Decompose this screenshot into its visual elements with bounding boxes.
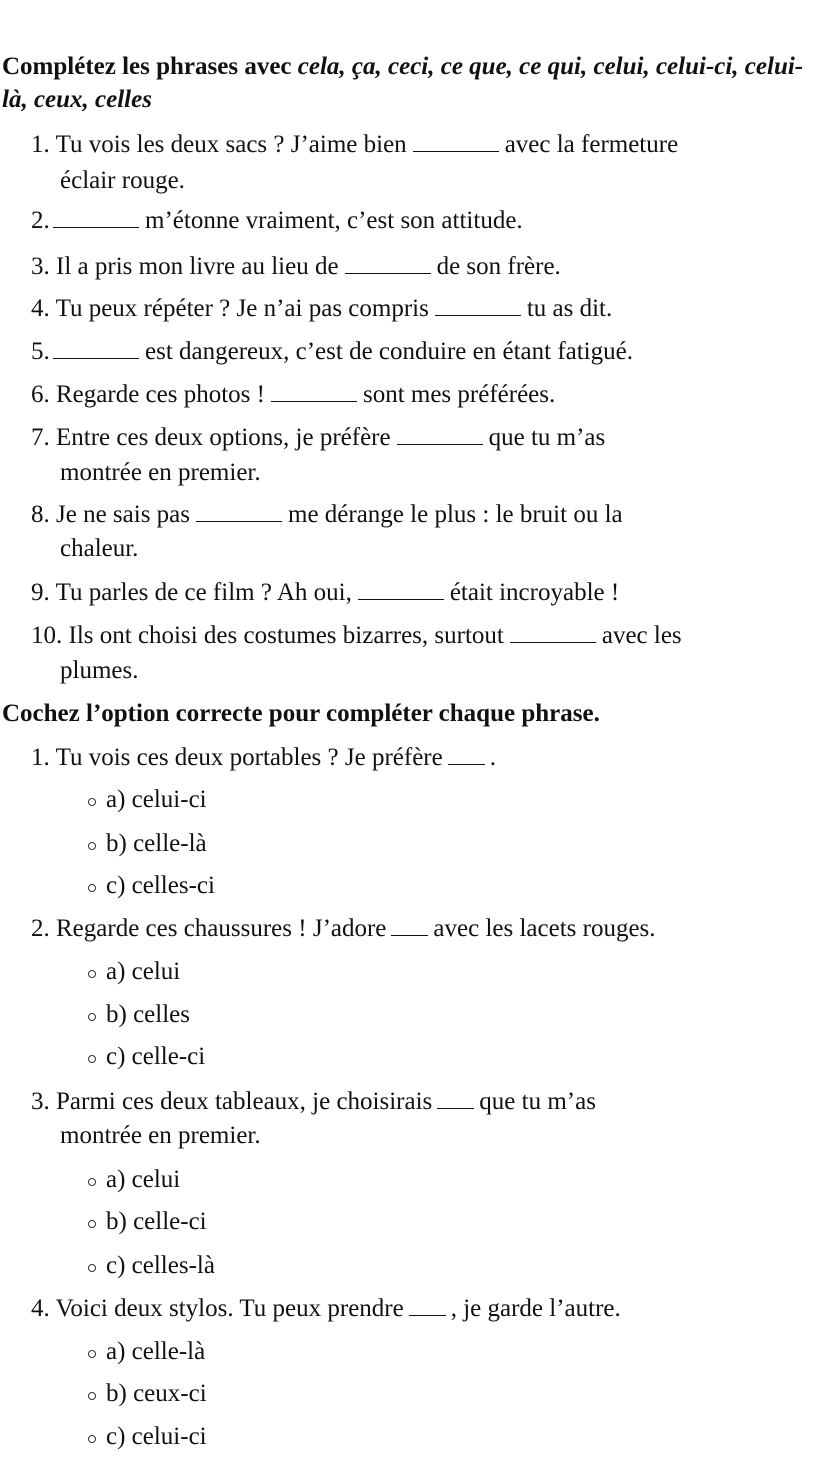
radio-circle-icon[interactable]	[88, 798, 96, 806]
radio-circle-icon[interactable]	[88, 884, 96, 892]
answer-blank[interactable]	[271, 381, 357, 402]
question-4-option-a[interactable]: a) celle-là	[88, 1336, 205, 1368]
exercise1-item-7: 7. Entre ces deux options, je préfère que tu m’as	[31, 424, 606, 451]
radio-circle-icon[interactable]	[88, 842, 96, 850]
question-1-option-c[interactable]: c) celles-ci	[88, 870, 215, 902]
radio-circle-icon[interactable]	[88, 1350, 96, 1358]
answer-blank[interactable]	[397, 424, 483, 445]
answer-blank[interactable]	[448, 744, 485, 765]
section1-title-lead: Complétez les phrases avec	[2, 53, 298, 80]
exercise1-item-3: 3. Il a pris mon livre au lieu de de son frère.	[31, 253, 561, 280]
answer-blank[interactable]	[53, 338, 139, 359]
exercise2-question-3-continued: montrée en premier.	[60, 1122, 261, 1149]
section1-title	[2, 50, 822, 116]
exercise2-question-2: 2. Regarde ces chaussures ! J’adore avec les lacets rouges.	[31, 915, 656, 942]
question-2-option-c[interactable]: c) celle-ci	[88, 1041, 205, 1073]
section2-title: Cochez l’option correcte pour compléter chaque phrase.	[2, 700, 600, 727]
question-3-option-b[interactable]: b) celle-ci	[88, 1206, 207, 1238]
answer-blank[interactable]	[510, 622, 596, 643]
radio-circle-icon[interactable]	[88, 1264, 96, 1272]
exercise1-item-4: 4. Tu peux répéter ? Je n’ai pas compris tu as dit.	[31, 295, 613, 322]
radio-circle-icon[interactable]	[88, 1178, 96, 1186]
answer-blank[interactable]	[409, 1295, 446, 1316]
answer-blank[interactable]	[437, 1088, 474, 1109]
question-2-option-b[interactable]: b) celles	[88, 999, 190, 1031]
answer-blank[interactable]	[413, 131, 499, 152]
question-4-option-c[interactable]: c) celui-ci	[88, 1421, 207, 1453]
radio-circle-icon[interactable]	[88, 1013, 96, 1021]
exercise1-item-2: 2. m’étonne vraiment, c’est son attitude.	[31, 207, 523, 234]
exercise2-question-4: 4. Voici deux stylos. Tu peux prendre , je garde l’autre.	[31, 1295, 621, 1322]
radio-circle-icon[interactable]	[88, 1055, 96, 1063]
exercise1-item-1: 1. Tu vois les deux sacs ? J’aime bien avec la fermeture	[31, 131, 679, 158]
exercise1-item-7-continued: montrée en premier.	[60, 459, 261, 486]
answer-blank[interactable]	[358, 579, 444, 600]
exercise1-item-5: 5. est dangereux, c’est de conduire en étant fatigué.	[31, 338, 633, 365]
question-3-option-c[interactable]: c) celles-là	[88, 1250, 215, 1282]
exercise1-item-8-continued: chaleur.	[60, 535, 139, 562]
radio-circle-icon[interactable]	[88, 1435, 96, 1443]
answer-blank[interactable]	[196, 501, 282, 522]
question-4-option-b[interactable]: b) ceux-ci	[88, 1378, 207, 1410]
radio-circle-icon[interactable]	[88, 1392, 96, 1400]
exercise2-question-1: 1. Tu vois ces deux portables ? Je préfère .	[31, 744, 496, 771]
radio-circle-icon[interactable]	[88, 970, 96, 978]
question-1-option-a[interactable]: a) celui-ci	[88, 784, 207, 816]
exercise1-item-8: 8. Je ne sais pas me dérange le plus : le bruit ou la	[31, 501, 623, 528]
exercise1-item-10-continued: plumes.	[60, 657, 139, 684]
radio-circle-icon[interactable]	[88, 1220, 96, 1228]
exercise2-question-3: 3. Parmi ces deux tableaux, je choisirais que tu m’as	[31, 1088, 596, 1115]
exercise1-item-1-continued: éclair rouge.	[60, 167, 185, 194]
answer-blank[interactable]	[391, 915, 428, 936]
question-1-option-b[interactable]: b) celle-là	[88, 828, 207, 860]
exercise1-item-9: 9. Tu parles de ce film ? Ah oui, était incroyable !	[31, 579, 620, 606]
question-2-option-a[interactable]: a) celui	[88, 956, 180, 988]
exercise1-item-6: 6. Regarde ces photos ! sont mes préférées.	[31, 381, 556, 408]
exercise1-item-10: 10. Ils ont choisi des costumes bizarres, surtout avec les	[31, 622, 682, 649]
question-3-option-a[interactable]: a) celui	[88, 1164, 180, 1196]
section1-title-words: cela, ça, ceci, ce que, ce qui, celui, celui-ci, celui-là, ceux, celles	[2, 53, 804, 113]
answer-blank[interactable]	[53, 207, 139, 228]
answer-blank[interactable]	[435, 295, 521, 316]
answer-blank[interactable]	[345, 253, 431, 274]
